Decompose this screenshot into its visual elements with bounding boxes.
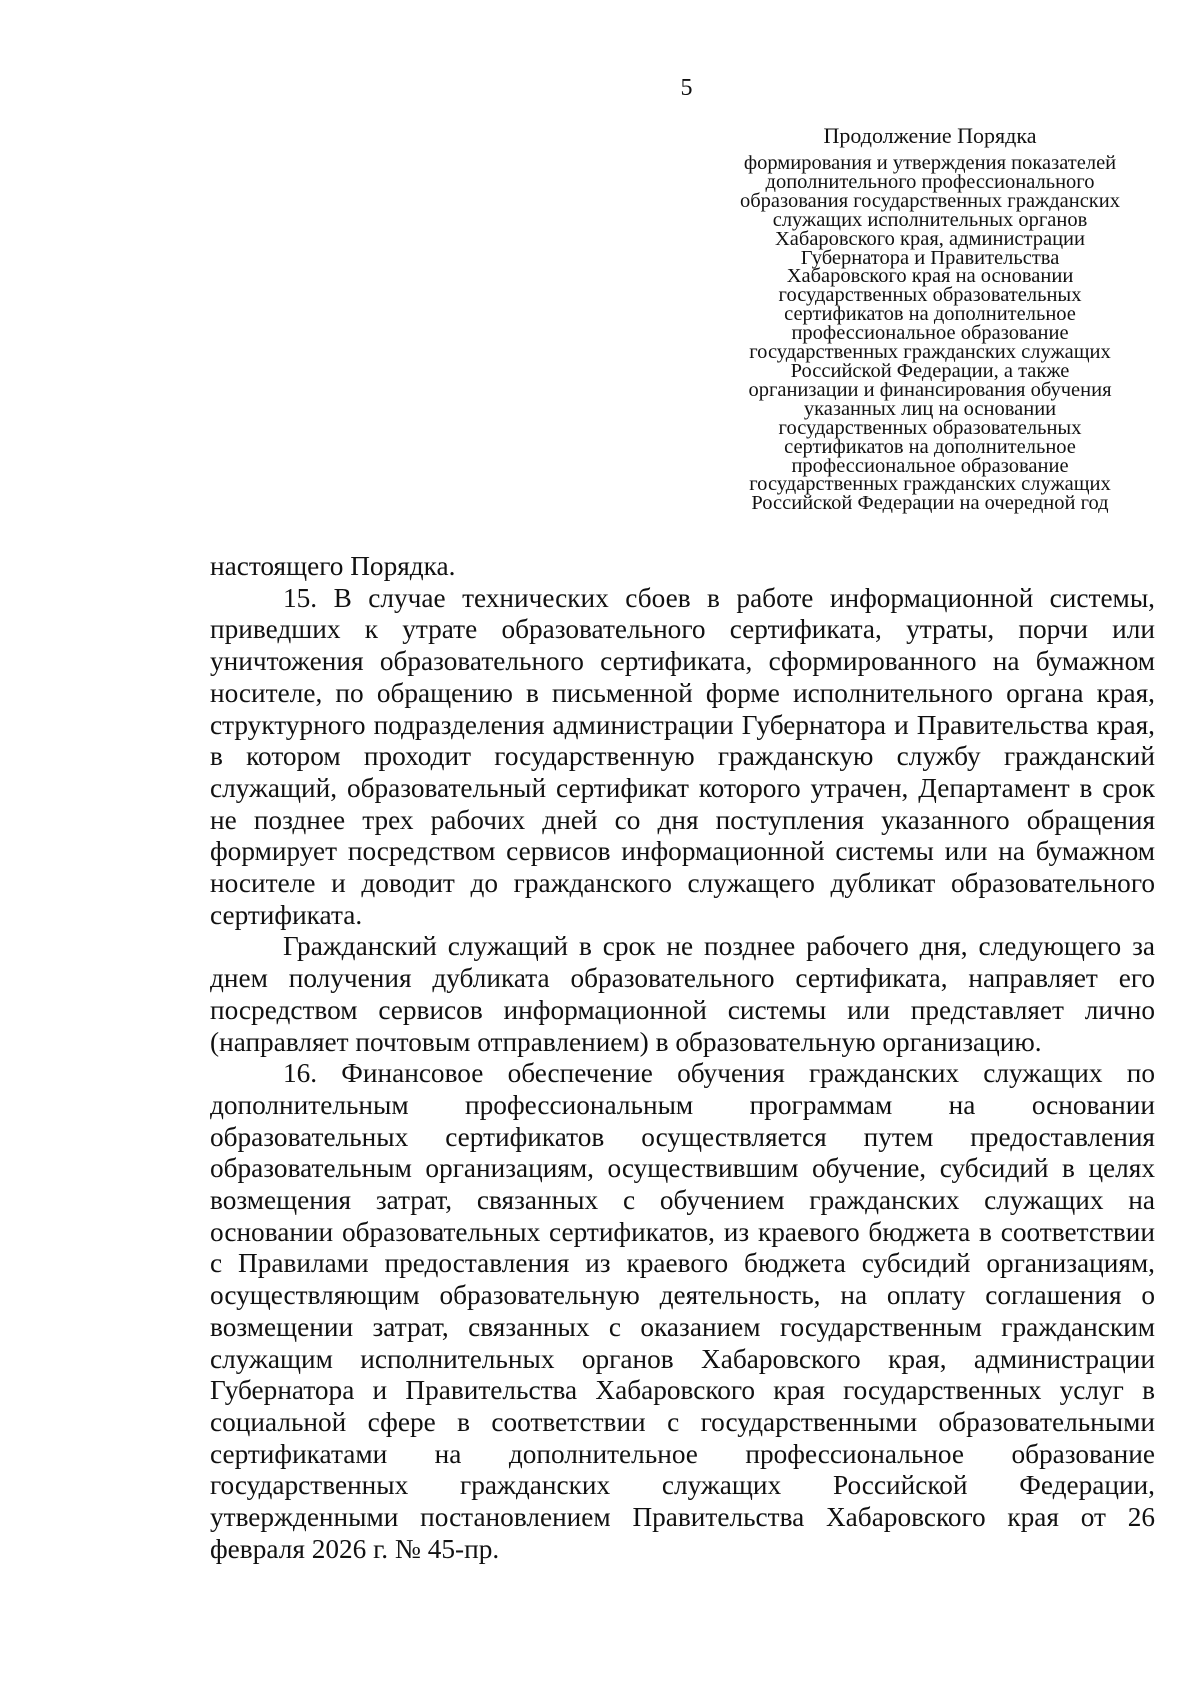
- header-line: Хабаровского края на основании: [786, 265, 1074, 288]
- header-line: государственных гражданских служащих: [749, 473, 1111, 496]
- paragraph-duplicate-submission: Гражданский служащий в срок не позднее рабочего дня, следующего за днем получения дубликата образовательного сертификата, направляет его посредством сервисов информационной системы или представляет лично (направляет почтовым отправлением) в образовательную организацию.: [210, 931, 1155, 1057]
- document-header: [700, 122, 1160, 513]
- document-body: [210, 551, 1155, 1566]
- header-line: организации и финансирования обучения: [748, 378, 1112, 401]
- header-line: государственных образовательных: [778, 416, 1082, 439]
- header-line: сертификатов на дополнительное: [784, 435, 1076, 458]
- header-line: Российской Федерации, а также: [790, 359, 1070, 382]
- paragraph-continuation: настоящего Порядка.: [210, 551, 456, 581]
- header-line: государственных гражданских служащих: [749, 341, 1111, 364]
- page-number: 5: [680, 75, 693, 101]
- header-line: образования государственных гражданских: [740, 189, 1120, 212]
- paragraph-item-15: 15. В случае технических сбоев в работе информационной системы, приведших к утрате образовательного сертификата, утраты, порчи или уничтожения образовательного сертификата, сформированного на бумажном носителе, по обращению в письменной форме исполнительного органа края, структурного подразделения администрации Губернатора и Правительства края, в котором проходит государственную гражданскую службу гражданский служащий, образовательный сертификат которого утрачен, Департамент в срок не позднее трех рабочих дней со дня поступления указанного обращения формирует посредством сервисов информационной системы или на бумажном носителе и доводит до гражданского служащего дубликат образовательного сертификата.: [210, 582, 1155, 930]
- header-line: профессиональное образование: [791, 454, 1069, 477]
- header-line: Губернатора и Правительства: [800, 246, 1060, 269]
- header-line: указанных лиц на основании: [803, 397, 1057, 420]
- paragraph-item-16: 16. Финансовое обеспечение обучения гражданских служащих по дополнительным профессиональным программам на основании образовательных сертификатов осуществляется путем предоставления образовательным организациям, осуществившим обучение, субсидий в целях возмещения затрат, связанных с обучением гражданских служащих на основании образовательных сертификатов, из краевого бюджета в соответствии с Правилами предоставления из краевого бюджета субсидий организациям, осуществляющим образовательную деятельность, на оплату соглашения о возмещении затрат, связанных с оказанием государственным гражданским служащим исполнительных органов Хабаровского края, администрации Губернатора и Правительства Хабаровского края государственных услуг в социальной сфере в соответствии с государственными образовательными сертификатами на дополнительное профессиональное образование государственных гражданских служащих Российской Федерации, утвержденными постановлением Правительства Хабаровского края от 26 февраля 2026 г. № 45-пр.: [210, 1058, 1155, 1564]
- header-title: Продолжение Порядка: [823, 123, 1037, 148]
- header-line: служащих исполнительных органов: [772, 208, 1088, 231]
- header-line: Хабаровского края, администрации: [774, 227, 1085, 250]
- header-line: сертификатов на дополнительное: [784, 303, 1076, 326]
- header-line: Российской Федерации на очередной год: [751, 492, 1109, 515]
- header-line: профессиональное образование: [791, 322, 1069, 345]
- header-line: формирования и утверждения показателей: [743, 152, 1117, 174]
- header-line: государственных образовательных: [778, 284, 1082, 307]
- header-line: дополнительного профессионального: [765, 170, 1095, 193]
